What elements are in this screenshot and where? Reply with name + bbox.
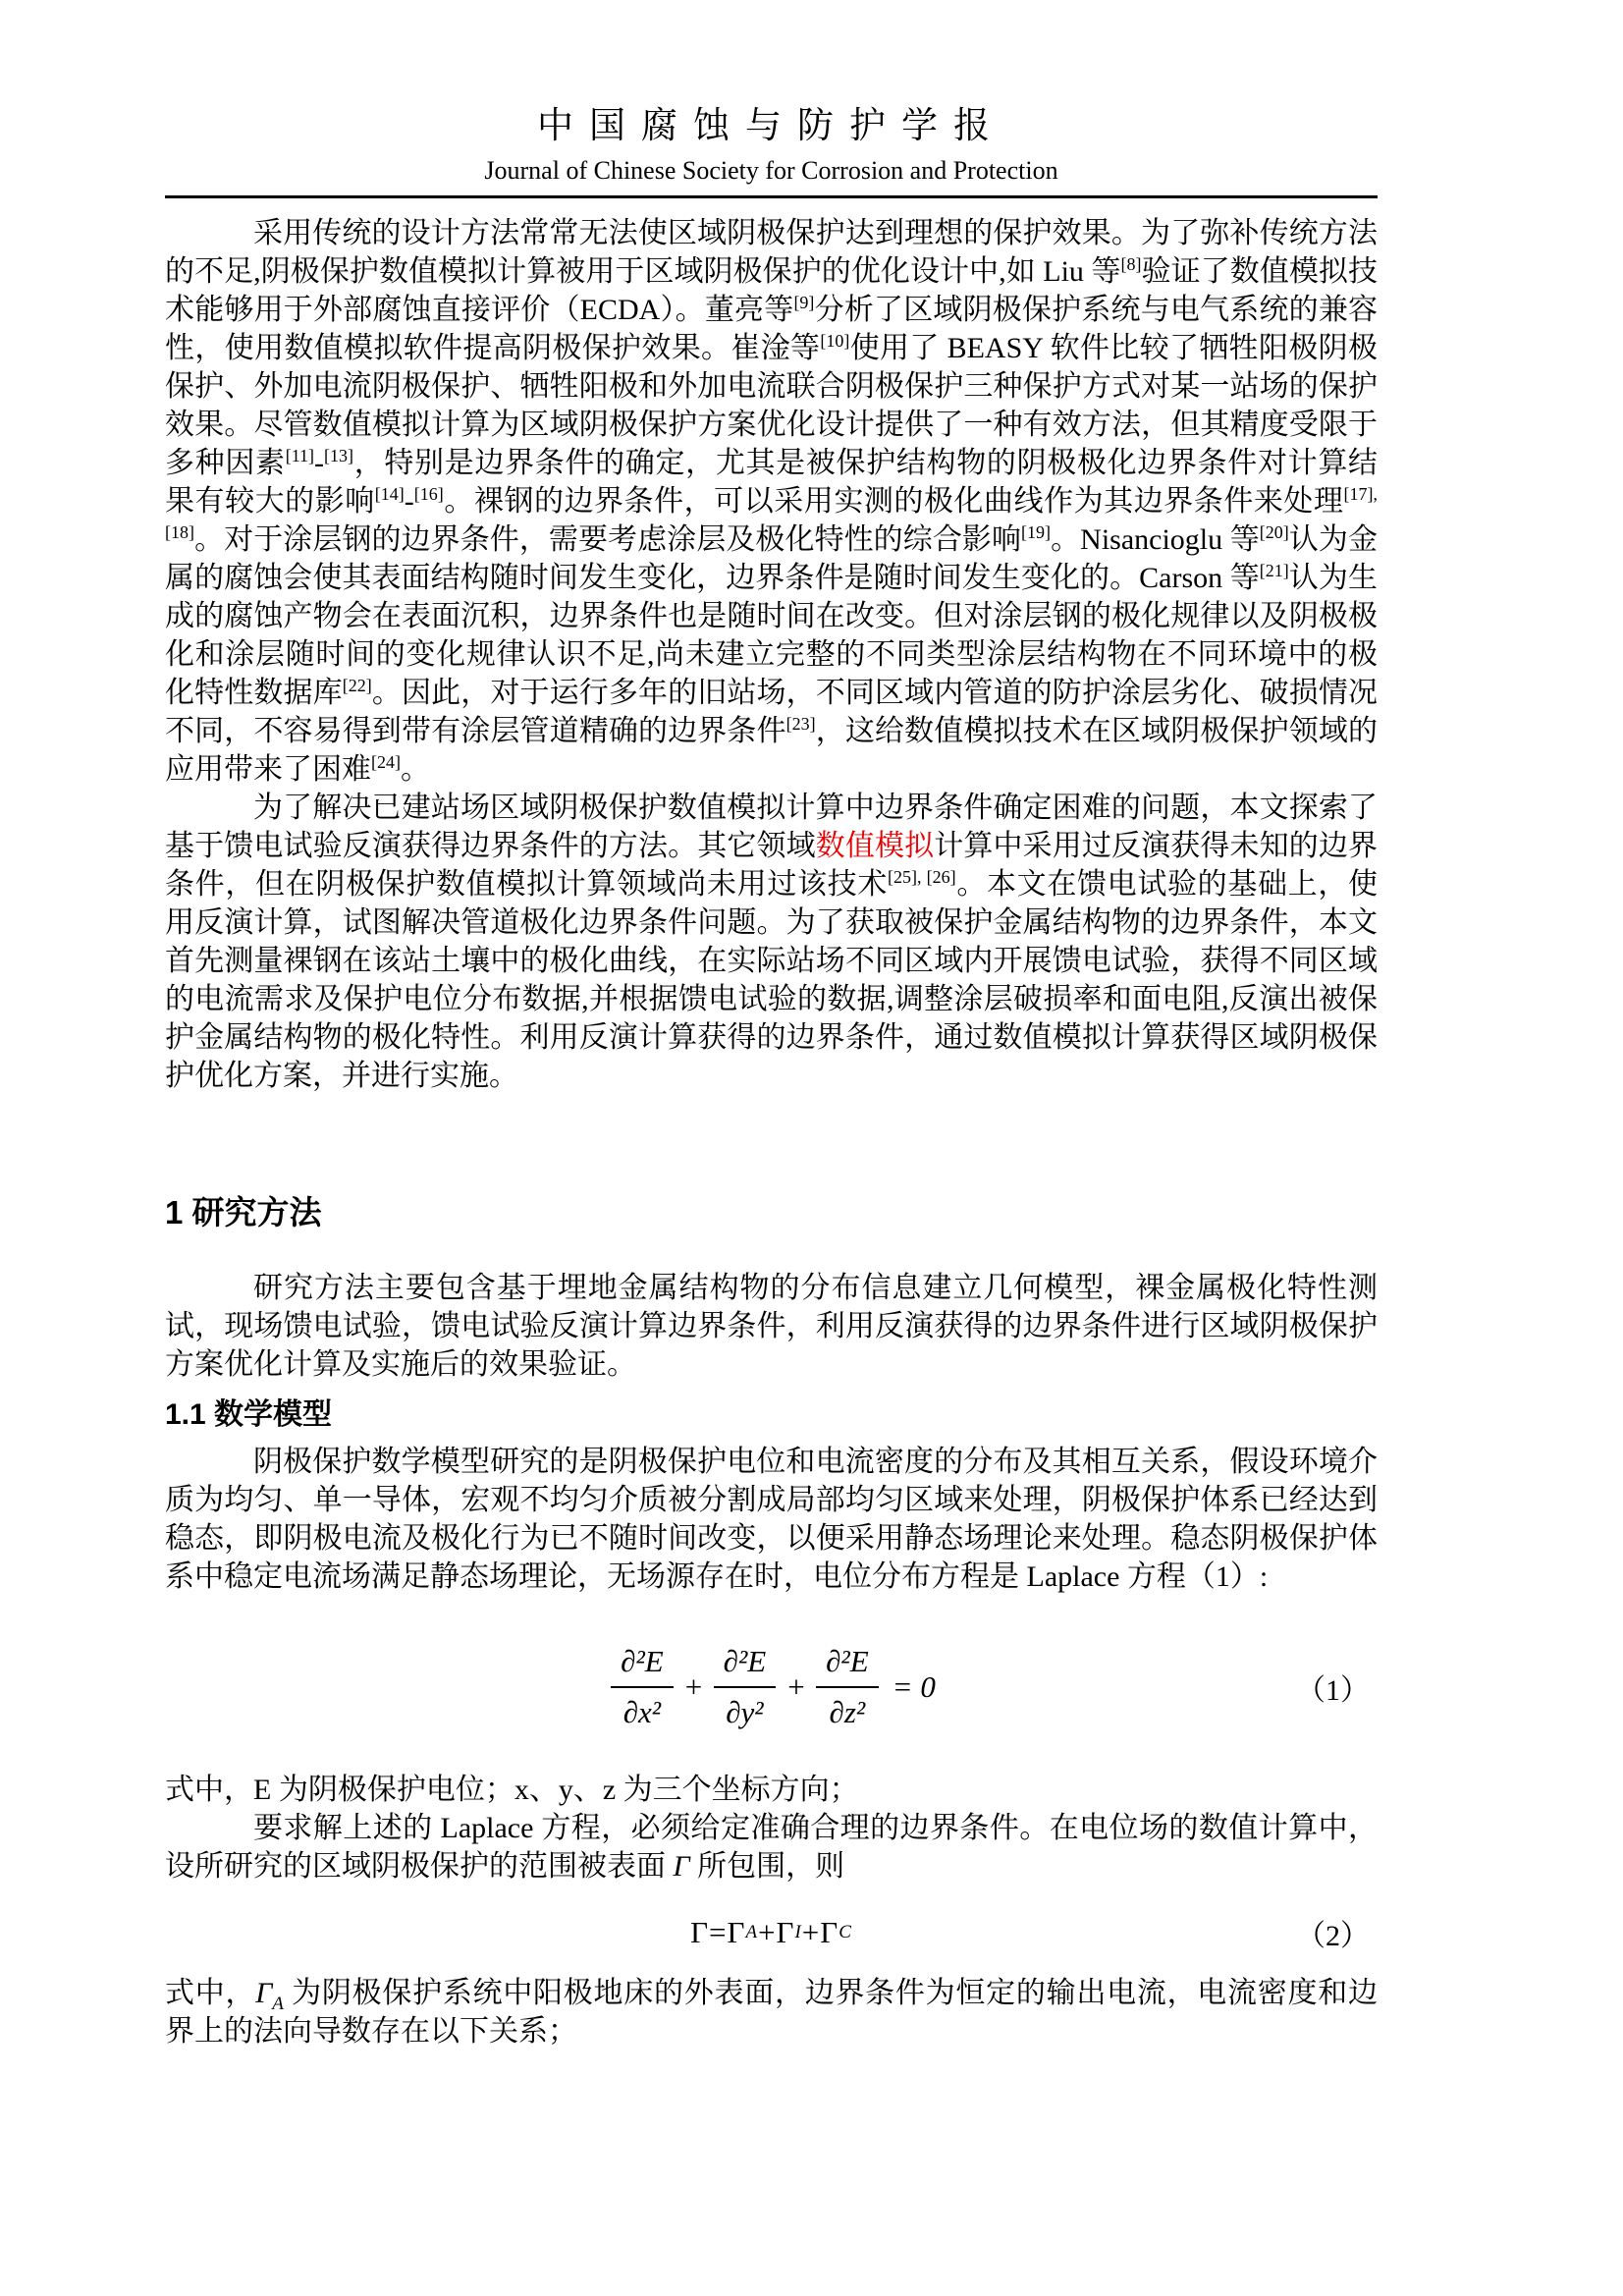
- header-divider: [165, 195, 1378, 198]
- fraction-z: [816, 1644, 879, 1730]
- paragraph-boundary-conditions: [165, 1809, 1378, 1886]
- text-run: 要求解上述的 Laplace 方程，必须给定准确合理的边界条件。在电位场的数值计算中，设所研究的区域阴极保护的范围被表面: [165, 1812, 1378, 1884]
- text-run: 所包围，则: [689, 1850, 845, 1884]
- citation-superscript: [17],[18]: [165, 483, 1379, 542]
- equation-gamma-math: Γ=Γ A +Γ I +Γ C: [690, 1915, 852, 1950]
- text-run: +Γ: [801, 1915, 839, 1950]
- citation-superscript: [10]: [820, 330, 850, 351]
- journal-title-chinese: 中国腐蚀与防护学报: [537, 106, 1005, 146]
- text-run: +Γ: [758, 1915, 795, 1950]
- citation-superscript: [9]: [793, 292, 815, 312]
- paragraph-eq2-legend: [165, 1974, 1378, 2050]
- citation-superscript: [22]: [342, 675, 372, 695]
- text-run: 。Nisancioglu 等: [1051, 522, 1260, 556]
- paragraph-intro-1: [165, 214, 1378, 789]
- text-run: 式中，: [165, 1977, 256, 2010]
- subsection-heading-math-model: 1.1 数学模型: [165, 1398, 333, 1432]
- text-run: 。因此，对于运行多年的旧站场，不同区域内管道的防护涂层劣化、破损情况不同，不容易得到带有涂层管道精确的边界条件: [165, 676, 1378, 747]
- citation-superscript: [14]: [374, 483, 405, 504]
- text-run: 阴极保护数学模型研究的是阴极保护电位和电流密度的分布及其相互关系，假设环境介质为均匀、单一导体，宏观不均匀介质被分割成局部均匀区域来处理，阴极保护体系已经达到稳态，即阴极电流及极化行为已不随时间改变，以便采用静态场理论来处理。稳态阴极保护体系中稳定电流场满足静态场理论，无场源存在时，电位分布方程是 Laplace 方程（1）:: [165, 1446, 1378, 1594]
- text-run: 。本文在馈电试验的基础上，使用反演计算，试图解决管道极化边界条件问题。为了获取被保护金属结构物的边界条件，本文首先测量裸钢在该站土壤中的极化曲线，在实际站场不同区域内开展馈电试验，获得不同区域的电流需求及保护电位分布数据,并根据馈电试验的数据,调整涂层破损率和面电阻,反演出被保护金属结构物的极化特性。利用反演计算获得的边界条件，通过数值模拟计算获得区域阴极保护优化方案，并进行实施。: [165, 867, 1379, 1092]
- fraction-x: [611, 1644, 674, 1730]
- equation-laplace: [165, 1629, 1378, 1745]
- citation-superscript: [21]: [1259, 560, 1289, 580]
- text-run: 使用了 BEASY 软件比较了牺牲阳极阴极保护、外加电流阴极保护、牺牲阳极和外加电流联合阴极保护三种保护方式对某一站场的保护效果。尽管数值模拟计算为区域阴极保护方案优化设计提供了一种有效方法，但其精度受限于多种因素: [165, 331, 1378, 479]
- equation-gamma: [165, 1915, 1378, 1953]
- paragraph-math-model: [165, 1443, 1378, 1596]
- plus-operator: +: [682, 1669, 704, 1705]
- equation-number-1: （1）: [1296, 1674, 1370, 1708]
- text-run: ，这给数值模拟技术在区域阴极保护领域的应用带来了困难: [165, 714, 1378, 786]
- fraction-y: [714, 1644, 777, 1730]
- citation-superscript: [11]: [285, 445, 315, 465]
- text-run: ，特别是边界条件的确定，尤其是被保护结构物的阴极极化边界条件对计算结果有较大的影响: [165, 446, 1378, 518]
- paragraph-methods-overview: [165, 1269, 1378, 1384]
- text-run: 分析了区域阴极保护系统与电气系统的兼容性，使用数值模拟软件提高阴极保护效果。崔淦等: [165, 293, 1379, 364]
- text-run: 。: [401, 752, 430, 786]
- fraction-y-denominator: ∂y²: [726, 1695, 764, 1730]
- citation-superscript: [13]: [324, 445, 354, 465]
- plus-operator: +: [785, 1669, 807, 1705]
- fraction-x-denominator: ∂x²: [622, 1695, 662, 1730]
- paragraph-intro-2: [165, 789, 1378, 1095]
- equation-number-2: （2）: [1296, 1920, 1370, 1953]
- text-run: 认为金属的腐蚀会使其表面结构随时间发生变化，边界条件是随时间发生变化的。Carson 等: [165, 522, 1379, 594]
- text-run: 计算中采用过反演获得未知的边界条件，但在阴极保护数值模拟计算领域尚未用过该技术: [165, 829, 1378, 901]
- fraction-z-numerator: ∂²E: [816, 1644, 879, 1688]
- text-run: 为阴极保护系统中阳极地床的外表面，边界条件为恒定的输出电流，电流密度和边界上的法向导数存在以下关系；: [165, 1977, 1379, 2049]
- citation-superscript: [25], [26]: [888, 866, 956, 887]
- citation-superscript: [19]: [1021, 521, 1052, 542]
- italic-symbol: Γ: [255, 1977, 273, 2010]
- text-run: 认为生成的腐蚀产物会在表面沉积，边界条件也是随时间在改变。但对涂层钢的极化规律以及阴极极化和涂层随时间的变化规律认识不足,尚未建立完整的不同类型涂层结构物在不同环境中的极化特性数据库: [165, 561, 1378, 709]
- subscript: A: [272, 1994, 284, 2015]
- text-run: -: [314, 446, 325, 479]
- fraction-z-denominator: ∂z²: [829, 1695, 866, 1730]
- text-run: 。对于涂层钢的边界条件，需要考虑涂层及极化特性的综合影响: [194, 522, 1022, 556]
- text-run: 式中，E 为阴极保护电位；x、y、z 为三个坐标方向；: [165, 1774, 859, 1807]
- text-run: 。裸钢的边界条件，可以采用实测的极化曲线作为其边界条件来处理: [443, 484, 1344, 518]
- citation-superscript: [20]: [1259, 521, 1289, 542]
- journal-title-english: Journal of Chinese Society for Corrosion and Protection: [484, 156, 1058, 186]
- text-run: 研究方法主要包含基于埋地金属结构物的分布信息建立几何模型，裸金属极化特性测试，现场馈电试验，馈电试验反演计算边界条件，利用反演获得的边界条件进行区域阴极保护方案优化计算及实施后的效果验证。: [165, 1272, 1378, 1382]
- highlighted-text: 数值模拟: [815, 829, 935, 862]
- citation-superscript: [24]: [371, 751, 401, 772]
- citation-superscript: [16]: [413, 483, 444, 504]
- equation-laplace-math: [607, 1644, 936, 1730]
- section-heading-research-methods: 1 研究方法: [165, 1193, 322, 1230]
- citation-superscript: [8]: [1120, 253, 1142, 274]
- fraction-x-numerator: ∂²E: [611, 1644, 674, 1688]
- text-run: 为了解决已建站场区域阴极保护数值模拟计算中边界条件确定困难的问题，本文探索了基于馈电试验反演获得边界条件的方法。其它领域: [165, 791, 1378, 862]
- equals-zero: = 0: [892, 1669, 936, 1705]
- text-run: -: [404, 484, 414, 518]
- paragraph-eq1-legend: [165, 1771, 1378, 1809]
- fraction-y-numerator: ∂²E: [714, 1644, 777, 1688]
- citation-superscript: [23]: [785, 713, 816, 734]
- italic-symbol: Γ: [673, 1850, 690, 1884]
- text-run: Γ=Γ: [690, 1915, 746, 1950]
- text-run: 验证了数值模拟技术能够用于外部腐蚀直接评价（ECDA）。董亮等: [165, 254, 1378, 326]
- text-run: 采用传统的设计方法常常无法使区域阴极保护达到理想的保护效果。为了弥补传统方法的不足,阴极保护数值模拟计算被用于区域阴极保护的优化设计中,如 Liu 等: [165, 216, 1378, 288]
